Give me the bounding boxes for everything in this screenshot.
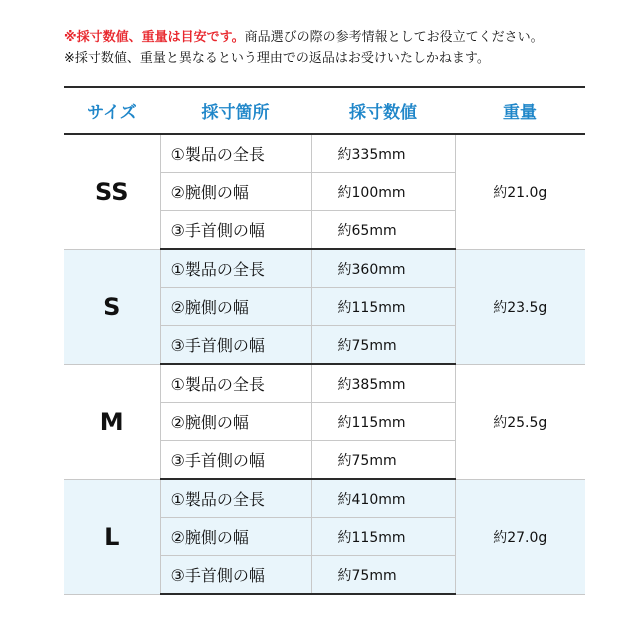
measurement-cell: 約75mm (311, 556, 455, 595)
part-cell: ①製品の全長 (160, 249, 311, 288)
measurement-cell: 約410mm (311, 479, 455, 518)
note-warning-red: ※採寸数値、重量は目安です。 (64, 30, 245, 45)
part-cell: ②腕側の幅 (160, 518, 311, 556)
size-group-m (64, 364, 585, 479)
part-cell: ①製品の全長 (160, 364, 311, 403)
size-group-l (64, 479, 585, 594)
part-cell: ①製品の全長 (160, 479, 311, 518)
measurement-cell: 約65mm (311, 211, 455, 250)
measurement-cell: 約75mm (311, 326, 455, 365)
size-group-ss (64, 134, 585, 249)
header-row (64, 87, 585, 134)
table-row (64, 249, 585, 288)
measurement-cell: 約385mm (311, 364, 455, 403)
notes-block (64, 27, 634, 69)
part-cell: ③手首側の幅 (160, 326, 311, 365)
measurement-cell: 約115mm (311, 403, 455, 441)
part-cell: ①製品の全長 (160, 134, 311, 173)
part-cell: ③手首側の幅 (160, 556, 311, 595)
header-size: サイズ (64, 87, 160, 134)
note-line-1-rest: 商品選びの際の参考情報としてお役立てください。 (244, 30, 544, 45)
size-chart-table (64, 86, 585, 595)
part-cell: ②腕側の幅 (160, 288, 311, 326)
size-label: S (64, 249, 160, 364)
measurement-cell: 約100mm (311, 173, 455, 211)
size-group-s (64, 249, 585, 364)
part-cell: ②腕側の幅 (160, 173, 311, 211)
weight-cell: 約27.0g (455, 479, 585, 594)
note-line-1 (64, 27, 634, 48)
measurement-cell: 約335mm (311, 134, 455, 173)
table-header (64, 87, 585, 134)
measurement-cell: 約75mm (311, 441, 455, 480)
measurement-cell: 約115mm (311, 288, 455, 326)
part-cell: ③手首側の幅 (160, 211, 311, 250)
table-row (64, 479, 585, 518)
measurement-cell: 約360mm (311, 249, 455, 288)
header-part: 採寸箇所 (160, 87, 311, 134)
weight-cell: 約23.5g (455, 249, 585, 364)
measurement-cell: 約115mm (311, 518, 455, 556)
size-label: M (64, 364, 160, 479)
table-row (64, 134, 585, 173)
part-cell: ③手首側の幅 (160, 441, 311, 480)
size-label: SS (64, 134, 160, 249)
note-line-2: ※採寸数値、重量と異なるという理由での返品はお受けいたしかねます。 (64, 51, 490, 66)
size-label: L (64, 479, 160, 594)
weight-cell: 約25.5g (455, 364, 585, 479)
header-measurement: 採寸数値 (311, 87, 455, 134)
weight-cell: 約21.0g (455, 134, 585, 249)
table-row (64, 364, 585, 403)
part-cell: ②腕側の幅 (160, 403, 311, 441)
header-weight: 重量 (455, 87, 585, 134)
